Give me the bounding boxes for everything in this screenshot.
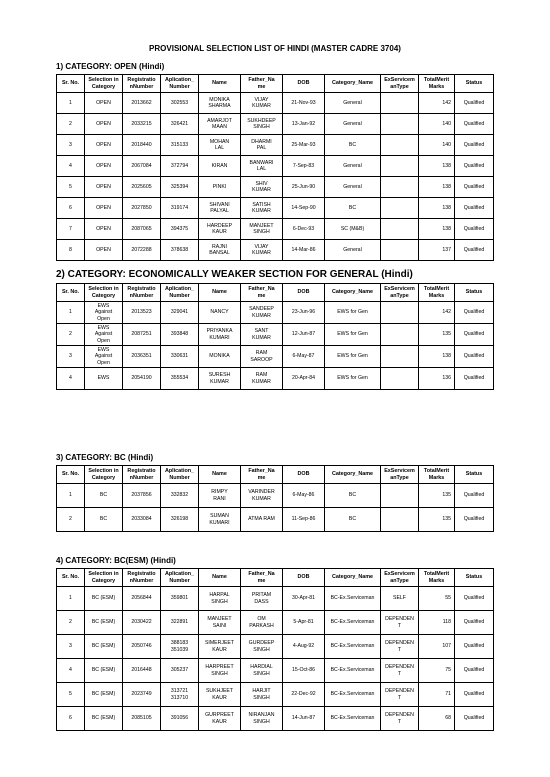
header-application-number: Aplication_ Number bbox=[161, 284, 199, 302]
cell-selection-category: BC bbox=[85, 508, 123, 532]
header-exservice-type: ExServicem anType bbox=[381, 75, 419, 93]
cell-registration-number: 2023749 bbox=[123, 683, 161, 707]
cell-total-merit-marks: 137 bbox=[419, 240, 455, 261]
cell-selection-category: BC (ESM) bbox=[85, 611, 123, 635]
cell-father-name: DHARMI PAL bbox=[241, 135, 283, 156]
cell-category-name: SC (M&B) bbox=[325, 219, 381, 240]
cell-father-name: BANWARI LAL bbox=[241, 156, 283, 177]
table-row bbox=[57, 587, 494, 611]
header-status: Status bbox=[455, 569, 494, 587]
header-sr-no: Sr. No. bbox=[57, 466, 85, 484]
table-row bbox=[57, 156, 494, 177]
table-row bbox=[57, 114, 494, 135]
cell-status: Qualified bbox=[455, 611, 494, 635]
cell-total-merit-marks: 118 bbox=[419, 611, 455, 635]
table-row bbox=[57, 368, 494, 390]
cell-father-name: HARDIAL SINGH bbox=[241, 659, 283, 683]
table-row bbox=[57, 707, 494, 731]
table-row bbox=[57, 93, 494, 114]
selection-table bbox=[56, 283, 494, 390]
cell-dob: 6-May-87 bbox=[283, 346, 325, 368]
cell-selection-category: BC (ESM) bbox=[85, 707, 123, 731]
cell-status: Qualified bbox=[455, 484, 494, 508]
cell-registration-number: 2056844 bbox=[123, 587, 161, 611]
header-total-merit-marks: TotalMerit Marks bbox=[419, 75, 455, 93]
table-header-row bbox=[57, 284, 494, 302]
header-total-merit-marks: TotalMerit Marks bbox=[419, 466, 455, 484]
cell-category-name: BC-Ex.Serviceman bbox=[325, 683, 381, 707]
cell-exservice-type bbox=[381, 93, 419, 114]
cell-name: HARDEEP KAUR bbox=[199, 219, 241, 240]
table-row bbox=[57, 135, 494, 156]
cell-application-number: 305237 bbox=[161, 659, 199, 683]
table-row bbox=[57, 508, 494, 532]
cell-selection-category: EWS Against Open bbox=[85, 302, 123, 324]
header-sr-no: Sr. No. bbox=[57, 569, 85, 587]
header-father-name: Father_Na me bbox=[241, 75, 283, 93]
cell-exservice-type bbox=[381, 484, 419, 508]
cell-dob: 11-Sep-86 bbox=[283, 508, 325, 532]
cell-sr-no: 1 bbox=[57, 587, 85, 611]
cell-registration-number: 2072288 bbox=[123, 240, 161, 261]
cell-application-number: 391056 bbox=[161, 707, 199, 731]
cell-selection-category: BC (ESM) bbox=[85, 683, 123, 707]
cell-total-merit-marks: 142 bbox=[419, 302, 455, 324]
header-status: Status bbox=[455, 75, 494, 93]
cell-status: Qualified bbox=[455, 508, 494, 532]
cell-category-name: BC bbox=[325, 198, 381, 219]
cell-application-number: 378638 bbox=[161, 240, 199, 261]
section-title: 2) CATEGORY: ECONOMICALLY WEAKER SECTION FOR GENERAL (Hindi) bbox=[56, 269, 413, 280]
cell-status: Qualified bbox=[455, 635, 494, 659]
cell-name: RIMPY RANI bbox=[199, 484, 241, 508]
cell-application-number: 302553 bbox=[161, 93, 199, 114]
cell-selection-category: OPEN bbox=[85, 135, 123, 156]
cell-status: Qualified bbox=[455, 659, 494, 683]
cell-name: MONIKA bbox=[199, 346, 241, 368]
cell-selection-category: EWS Against Open bbox=[85, 346, 123, 368]
table-row bbox=[57, 484, 494, 508]
cell-exservice-type: DEPENDEN T bbox=[381, 635, 419, 659]
cell-total-merit-marks: 75 bbox=[419, 659, 455, 683]
table-header-row bbox=[57, 75, 494, 93]
cell-father-name: NIRANJAN SINGH bbox=[241, 707, 283, 731]
cell-total-merit-marks: 140 bbox=[419, 135, 455, 156]
cell-application-number: 355534 bbox=[161, 368, 199, 390]
cell-registration-number: 2018440 bbox=[123, 135, 161, 156]
cell-registration-number: 2033084 bbox=[123, 508, 161, 532]
cell-category-name: General bbox=[325, 93, 381, 114]
cell-selection-category: OPEN bbox=[85, 219, 123, 240]
header-exservice-type: ExServicem anType bbox=[381, 284, 419, 302]
cell-exservice-type bbox=[381, 240, 419, 261]
table-header-row bbox=[57, 569, 494, 587]
cell-category-name: BC-Ex.Serviceman bbox=[325, 587, 381, 611]
cell-exservice-type: DEPENDEN T bbox=[381, 707, 419, 731]
cell-sr-no: 4 bbox=[57, 156, 85, 177]
table-row bbox=[57, 346, 494, 368]
cell-dob: 13-Jan-92 bbox=[283, 114, 325, 135]
cell-total-merit-marks: 107 bbox=[419, 635, 455, 659]
cell-category-name: BC-Ex.Serviceman bbox=[325, 611, 381, 635]
cell-category-name: BC bbox=[325, 508, 381, 532]
cell-name: KIRAN bbox=[199, 156, 241, 177]
table-row bbox=[57, 240, 494, 261]
cell-selection-category: BC (ESM) bbox=[85, 587, 123, 611]
cell-exservice-type bbox=[381, 135, 419, 156]
cell-father-name: HARJIT SINGH bbox=[241, 683, 283, 707]
section-title: 1) CATEGORY: OPEN (Hindi) bbox=[56, 62, 165, 71]
header-registration-number: Registratio nNumber bbox=[123, 284, 161, 302]
cell-registration-number: 2067084 bbox=[123, 156, 161, 177]
cell-father-name: RAM SAROOP bbox=[241, 346, 283, 368]
cell-dob: 4-Aug-92 bbox=[283, 635, 325, 659]
cell-name: PINKI bbox=[199, 177, 241, 198]
cell-name: MANJEET SAINI bbox=[199, 611, 241, 635]
cell-name: PRIYANKA KUMARI bbox=[199, 324, 241, 346]
cell-application-number: 326198 bbox=[161, 508, 199, 532]
cell-name: NANCY bbox=[199, 302, 241, 324]
cell-total-merit-marks: 135 bbox=[419, 508, 455, 532]
header-registration-number: Registratio nNumber bbox=[123, 569, 161, 587]
header-name: Name bbox=[199, 569, 241, 587]
cell-exservice-type bbox=[381, 156, 419, 177]
header-dob: DOB bbox=[283, 569, 325, 587]
cell-selection-category: OPEN bbox=[85, 240, 123, 261]
header-sr-no: Sr. No. bbox=[57, 75, 85, 93]
cell-father-name: RAM KUMAR bbox=[241, 368, 283, 390]
cell-selection-category: OPEN bbox=[85, 114, 123, 135]
cell-registration-number: 2054190 bbox=[123, 368, 161, 390]
cell-dob: 7-Sep-83 bbox=[283, 156, 325, 177]
cell-application-number: 322891 bbox=[161, 611, 199, 635]
cell-selection-category: OPEN bbox=[85, 177, 123, 198]
header-selection-category: Selection in Category bbox=[85, 75, 123, 93]
cell-registration-number: 2087251 bbox=[123, 324, 161, 346]
header-name: Name bbox=[199, 75, 241, 93]
table-row bbox=[57, 177, 494, 198]
cell-exservice-type bbox=[381, 198, 419, 219]
cell-total-merit-marks: 138 bbox=[419, 156, 455, 177]
header-application-number: Aplication_ Number bbox=[161, 569, 199, 587]
header-father-name: Father_Na me bbox=[241, 569, 283, 587]
header-category-name: Category_Name bbox=[325, 284, 381, 302]
cell-sr-no: 2 bbox=[57, 611, 85, 635]
cell-category-name: BC-Ex.Serviceman bbox=[325, 635, 381, 659]
cell-status: Qualified bbox=[455, 368, 494, 390]
cell-status: Qualified bbox=[455, 324, 494, 346]
cell-sr-no: 4 bbox=[57, 368, 85, 390]
cell-exservice-type bbox=[381, 302, 419, 324]
cell-status: Qualified bbox=[455, 114, 494, 135]
cell-name: SURESH KUMAR bbox=[199, 368, 241, 390]
table-header-row bbox=[57, 466, 494, 484]
selection-table bbox=[56, 568, 494, 731]
cell-dob: 14-Sep-90 bbox=[283, 198, 325, 219]
cell-dob: 30-Apr-81 bbox=[283, 587, 325, 611]
cell-category-name: General bbox=[325, 240, 381, 261]
cell-application-number: 325394 bbox=[161, 177, 199, 198]
cell-dob: 25-Mar-93 bbox=[283, 135, 325, 156]
selection-table bbox=[56, 465, 494, 532]
cell-category-name: BC bbox=[325, 484, 381, 508]
cell-application-number: 394375 bbox=[161, 219, 199, 240]
header-application-number: Aplication_ Number bbox=[161, 75, 199, 93]
cell-registration-number: 2016448 bbox=[123, 659, 161, 683]
header-father-name: Father_Na me bbox=[241, 466, 283, 484]
cell-registration-number: 2027850 bbox=[123, 198, 161, 219]
header-dob: DOB bbox=[283, 284, 325, 302]
cell-sr-no: 6 bbox=[57, 707, 85, 731]
cell-sr-no: 2 bbox=[57, 508, 85, 532]
header-total-merit-marks: TotalMerit Marks bbox=[419, 284, 455, 302]
cell-sr-no: 3 bbox=[57, 346, 85, 368]
cell-category-name: EWS for Gen bbox=[325, 368, 381, 390]
header-registration-number: Registratio nNumber bbox=[123, 466, 161, 484]
cell-name: SUMAN KUMARI bbox=[199, 508, 241, 532]
cell-total-merit-marks: 135 bbox=[419, 324, 455, 346]
cell-exservice-type: DEPENDEN T bbox=[381, 659, 419, 683]
cell-category-name: General bbox=[325, 177, 381, 198]
table-row bbox=[57, 302, 494, 324]
section-title: 4) CATEGORY: BC(ESM) (Hindi) bbox=[56, 556, 176, 565]
cell-status: Qualified bbox=[455, 683, 494, 707]
cell-father-name: ATMA RAM bbox=[241, 508, 283, 532]
cell-application-number: 332832 bbox=[161, 484, 199, 508]
cell-registration-number: 2013523 bbox=[123, 302, 161, 324]
cell-exservice-type bbox=[381, 219, 419, 240]
cell-exservice-type bbox=[381, 114, 419, 135]
cell-category-name: General bbox=[325, 156, 381, 177]
cell-registration-number: 2050746 bbox=[123, 635, 161, 659]
cell-sr-no: 2 bbox=[57, 324, 85, 346]
cell-exservice-type bbox=[381, 508, 419, 532]
cell-selection-category: BC (ESM) bbox=[85, 659, 123, 683]
cell-application-number: 313721 313710 bbox=[161, 683, 199, 707]
cell-total-merit-marks: 135 bbox=[419, 484, 455, 508]
table-row bbox=[57, 635, 494, 659]
cell-application-number: 315133 bbox=[161, 135, 199, 156]
cell-status: Qualified bbox=[455, 177, 494, 198]
cell-category-name: BC-Ex.Serviceman bbox=[325, 707, 381, 731]
cell-total-merit-marks: 142 bbox=[419, 93, 455, 114]
cell-application-number: 372794 bbox=[161, 156, 199, 177]
cell-selection-category: OPEN bbox=[85, 198, 123, 219]
cell-exservice-type bbox=[381, 324, 419, 346]
cell-registration-number: 2033215 bbox=[123, 114, 161, 135]
cell-father-name: PRITAM DASS bbox=[241, 587, 283, 611]
header-registration-number: Registratio nNumber bbox=[123, 75, 161, 93]
cell-registration-number: 2085105 bbox=[123, 707, 161, 731]
cell-father-name: SANDEEP KUMAR bbox=[241, 302, 283, 324]
table-row bbox=[57, 324, 494, 346]
cell-total-merit-marks: 71 bbox=[419, 683, 455, 707]
cell-name: MONIKA SHARMA bbox=[199, 93, 241, 114]
cell-total-merit-marks: 140 bbox=[419, 114, 455, 135]
cell-total-merit-marks: 55 bbox=[419, 587, 455, 611]
cell-exservice-type bbox=[381, 368, 419, 390]
cell-exservice-type: SELF bbox=[381, 587, 419, 611]
cell-father-name: OM PARKASH bbox=[241, 611, 283, 635]
header-dob: DOB bbox=[283, 466, 325, 484]
cell-selection-category: EWS Against Open bbox=[85, 324, 123, 346]
cell-selection-category: BC bbox=[85, 484, 123, 508]
cell-dob: 5-Apr-81 bbox=[283, 611, 325, 635]
cell-application-number: 330631 bbox=[161, 346, 199, 368]
header-category-name: Category_Name bbox=[325, 75, 381, 93]
header-name: Name bbox=[199, 284, 241, 302]
cell-category-name: BC bbox=[325, 135, 381, 156]
cell-name: GURPREET KAUR bbox=[199, 707, 241, 731]
cell-registration-number: 2013662 bbox=[123, 93, 161, 114]
header-application-number: Aplication_ Number bbox=[161, 466, 199, 484]
header-category-name: Category_Name bbox=[325, 466, 381, 484]
cell-dob: 20-Apr-84 bbox=[283, 368, 325, 390]
cell-status: Qualified bbox=[455, 707, 494, 731]
cell-dob: 22-Dec-92 bbox=[283, 683, 325, 707]
cell-total-merit-marks: 138 bbox=[419, 346, 455, 368]
cell-status: Qualified bbox=[455, 346, 494, 368]
header-selection-category: Selection in Category bbox=[85, 284, 123, 302]
cell-name: SIMERJEET KAUR bbox=[199, 635, 241, 659]
cell-application-number: 329041 bbox=[161, 302, 199, 324]
cell-registration-number: 2025605 bbox=[123, 177, 161, 198]
cell-name: HARPAL SINGH bbox=[199, 587, 241, 611]
table-row bbox=[57, 683, 494, 707]
cell-father-name: SATISH KUMAR bbox=[241, 198, 283, 219]
cell-father-name: SANT KUMAR bbox=[241, 324, 283, 346]
cell-application-number: 393848 bbox=[161, 324, 199, 346]
cell-sr-no: 2 bbox=[57, 114, 85, 135]
cell-status: Qualified bbox=[455, 156, 494, 177]
cell-name: RAJNI BANSAL bbox=[199, 240, 241, 261]
cell-father-name: VIJAY KUMAR bbox=[241, 93, 283, 114]
cell-dob: 6-Dec-93 bbox=[283, 219, 325, 240]
cell-name: SHIVANI PALYAL bbox=[199, 198, 241, 219]
table-row bbox=[57, 198, 494, 219]
cell-dob: 14-Jun-87 bbox=[283, 707, 325, 731]
cell-status: Qualified bbox=[455, 135, 494, 156]
cell-dob: 21-Nov-93 bbox=[283, 93, 325, 114]
header-exservice-type: ExServicem anType bbox=[381, 569, 419, 587]
cell-name: HARPREET SINGH bbox=[199, 659, 241, 683]
header-total-merit-marks: TotalMerit Marks bbox=[419, 569, 455, 587]
cell-sr-no: 7 bbox=[57, 219, 85, 240]
cell-status: Qualified bbox=[455, 219, 494, 240]
cell-sr-no: 4 bbox=[57, 659, 85, 683]
header-dob: DOB bbox=[283, 75, 325, 93]
header-selection-category: Selection in Category bbox=[85, 569, 123, 587]
cell-father-name: VARINDER KUMAR bbox=[241, 484, 283, 508]
header-sr-no: Sr. No. bbox=[57, 284, 85, 302]
cell-total-merit-marks: 138 bbox=[419, 198, 455, 219]
table-row bbox=[57, 659, 494, 683]
cell-selection-category: OPEN bbox=[85, 93, 123, 114]
cell-total-merit-marks: 138 bbox=[419, 219, 455, 240]
header-name: Name bbox=[199, 466, 241, 484]
cell-total-merit-marks: 68 bbox=[419, 707, 455, 731]
cell-status: Qualified bbox=[455, 240, 494, 261]
header-selection-category: Selection in Category bbox=[85, 466, 123, 484]
cell-dob: 14-Mar-86 bbox=[283, 240, 325, 261]
cell-father-name: VIJAY KUMAR bbox=[241, 240, 283, 261]
cell-status: Qualified bbox=[455, 198, 494, 219]
cell-dob: 23-Jun-96 bbox=[283, 302, 325, 324]
cell-exservice-type: DEPENDEN T bbox=[381, 683, 419, 707]
cell-sr-no: 6 bbox=[57, 198, 85, 219]
cell-exservice-type bbox=[381, 346, 419, 368]
cell-category-name: EWS for Gen bbox=[325, 346, 381, 368]
cell-name: MOHAN LAL bbox=[199, 135, 241, 156]
cell-application-number: 359801 bbox=[161, 587, 199, 611]
cell-registration-number: 2087065 bbox=[123, 219, 161, 240]
cell-father-name: SHIV KUMAR bbox=[241, 177, 283, 198]
table-row bbox=[57, 219, 494, 240]
header-exservice-type: ExServicem anType bbox=[381, 466, 419, 484]
cell-sr-no: 1 bbox=[57, 93, 85, 114]
cell-total-merit-marks: 138 bbox=[419, 177, 455, 198]
cell-registration-number: 2030422 bbox=[123, 611, 161, 635]
cell-sr-no: 1 bbox=[57, 484, 85, 508]
cell-application-number: 326421 bbox=[161, 114, 199, 135]
cell-registration-number: 2036351 bbox=[123, 346, 161, 368]
cell-dob: 12-Jun-87 bbox=[283, 324, 325, 346]
header-category-name: Category_Name bbox=[325, 569, 381, 587]
cell-name: SUKHJEET KAUR bbox=[199, 683, 241, 707]
cell-sr-no: 3 bbox=[57, 635, 85, 659]
cell-name: AMARJOT MAAN bbox=[199, 114, 241, 135]
cell-dob: 25-Jun-90 bbox=[283, 177, 325, 198]
cell-selection-category: OPEN bbox=[85, 156, 123, 177]
cell-selection-category: BC (ESM) bbox=[85, 635, 123, 659]
header-status: Status bbox=[455, 284, 494, 302]
cell-exservice-type: DEPENDEN T bbox=[381, 611, 419, 635]
cell-father-name: MANJEET SINGH bbox=[241, 219, 283, 240]
cell-category-name: BC-Ex.Serviceman bbox=[325, 659, 381, 683]
cell-sr-no: 1 bbox=[57, 302, 85, 324]
header-father-name: Father_Na me bbox=[241, 284, 283, 302]
cell-total-merit-marks: 136 bbox=[419, 368, 455, 390]
cell-registration-number: 2037856 bbox=[123, 484, 161, 508]
cell-sr-no: 3 bbox=[57, 135, 85, 156]
document-title: PROVISIONAL SELECTION LIST OF HINDI (MASTER CADRE 3704) bbox=[149, 44, 401, 53]
cell-application-number: 388183 351039 bbox=[161, 635, 199, 659]
selection-table bbox=[56, 74, 494, 261]
header-status: Status bbox=[455, 466, 494, 484]
cell-status: Qualified bbox=[455, 93, 494, 114]
cell-category-name: General bbox=[325, 114, 381, 135]
cell-sr-no: 5 bbox=[57, 177, 85, 198]
cell-category-name: EWS for Gen bbox=[325, 302, 381, 324]
cell-father-name: SUKHDEEP SINGH bbox=[241, 114, 283, 135]
cell-status: Qualified bbox=[455, 302, 494, 324]
cell-status: Qualified bbox=[455, 587, 494, 611]
cell-exservice-type bbox=[381, 177, 419, 198]
cell-father-name: GURDEEP SINGH bbox=[241, 635, 283, 659]
cell-category-name: EWS for Gen bbox=[325, 324, 381, 346]
cell-sr-no: 8 bbox=[57, 240, 85, 261]
cell-dob: 15-Oct-86 bbox=[283, 659, 325, 683]
cell-application-number: 319174 bbox=[161, 198, 199, 219]
section-title: 3) CATEGORY: BC (Hindi) bbox=[56, 453, 154, 462]
table-row bbox=[57, 611, 494, 635]
cell-selection-category: EWS bbox=[85, 368, 123, 390]
cell-dob: 6-May-86 bbox=[283, 484, 325, 508]
cell-sr-no: 5 bbox=[57, 683, 85, 707]
